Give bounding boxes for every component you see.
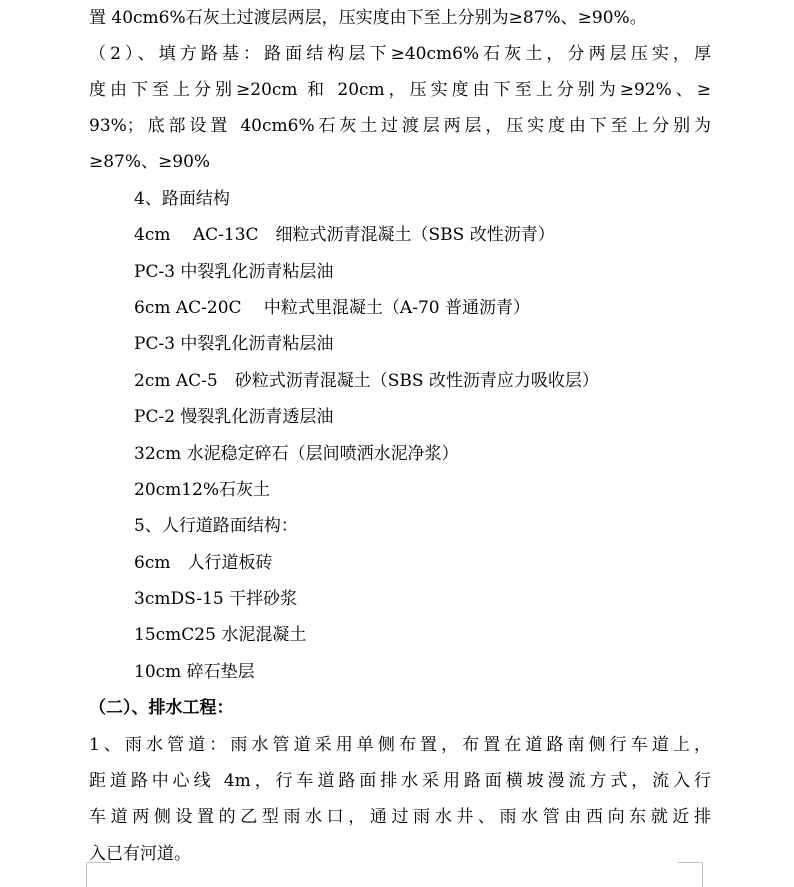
paragraph-line: 入已有河道。	[89, 844, 191, 864]
pavement-layer: PC-3 中裂乳化沥青粘层油	[134, 262, 334, 282]
paragraph-line: 置 40cm6%石灰土过渡层两层，压实度由下至上分别为≥87%、≥90%。	[89, 8, 647, 28]
pavement-layer: 6cm AC-20C 中粒式里混凝土（A-70 普通沥青）	[134, 298, 530, 318]
paragraph-line: 车道两侧设置的乙型雨水口，通过雨水井、雨水管由西向东就近排	[89, 807, 711, 827]
pavement-layer: PC-3 中裂乳化沥青粘层油	[134, 334, 334, 354]
margin-corner-mark	[86, 862, 111, 887]
sidewalk-layer: 3cmDS-15 干拌砂浆	[134, 589, 298, 609]
paragraph-line: 度由下至上分别≥20cm 和 20cm，压实度由下至上分别为≥92%、≥	[89, 80, 711, 100]
sidewalk-layer: 15cmC25 水泥混凝土	[134, 625, 307, 645]
paragraph-line: 1、雨水管道：雨水管道采用单侧布置，布置在道路南侧行车道上，	[89, 735, 711, 755]
pavement-layer: 32cm 水泥稳定碎石（层间喷洒水泥净浆）	[134, 444, 459, 464]
section-heading-drainage: （二）、排水工程：	[89, 698, 234, 718]
pavement-layer: 2cm AC-5 砂粒式沥青混凝土（SBS 改性沥青应力吸收层）	[134, 371, 599, 391]
margin-corner-mark	[678, 862, 703, 887]
pavement-layer: 4cm AC-13C 细粒式沥青混凝土（SBS 改性沥青）	[134, 225, 555, 245]
section-heading-pavement: 4、路面结构	[134, 189, 230, 209]
sidewalk-layer: 6cm 人行道板砖	[134, 553, 273, 573]
paragraph-line: 距道路中心线 4m，行车道路面排水采用路面横坡漫流方式，流入行	[89, 771, 711, 791]
paragraph-line: 93%；底部设置 40cm6%石灰土过渡层两层，压实度由下至上分别为	[89, 116, 711, 136]
pavement-layer: 20cm12%石灰土	[134, 480, 271, 500]
section-heading-sidewalk: 5、人行道路面结构：	[134, 516, 298, 536]
sidewalk-layer: 10cm 碎石垫层	[134, 662, 255, 682]
paragraph-line: （2）、填方路基：路面结构层下≥40cm6%石灰土，分两层压实，厚	[89, 44, 711, 64]
paragraph-line: ≥87%、≥90%	[89, 152, 211, 172]
pavement-layer: PC-2 慢裂乳化沥青透层油	[134, 407, 334, 427]
